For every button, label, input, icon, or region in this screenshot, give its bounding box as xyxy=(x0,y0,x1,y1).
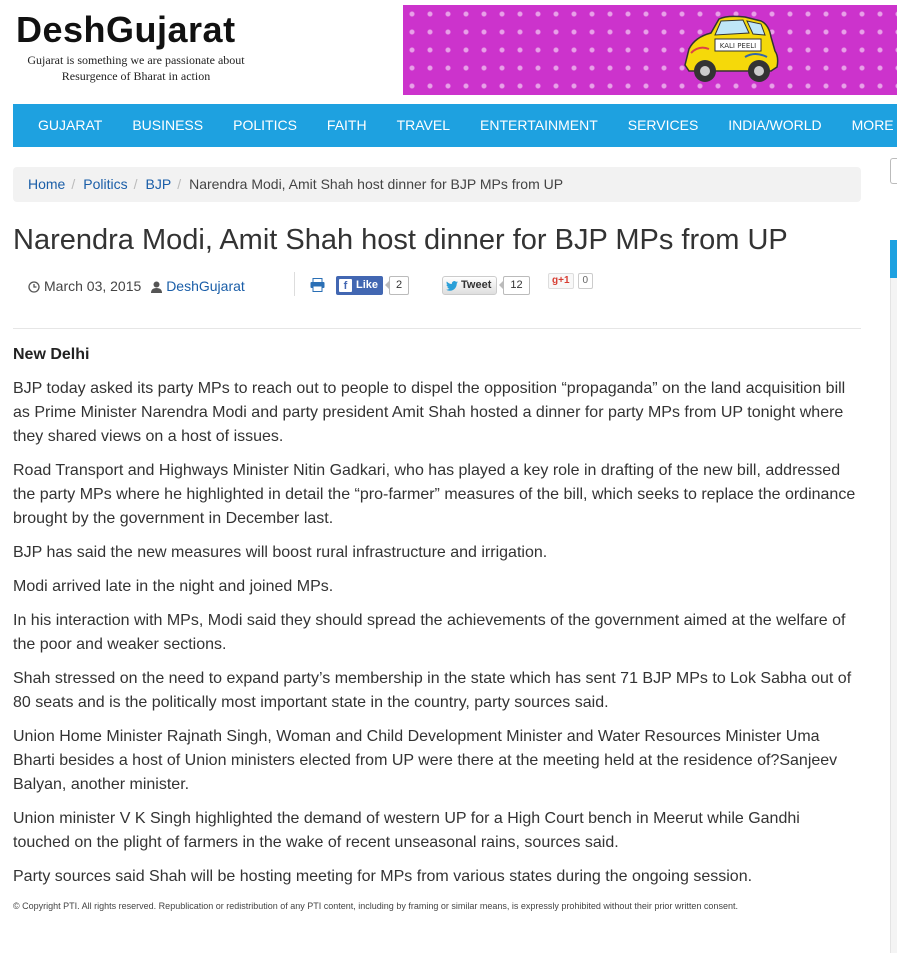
breadcrumb-separator: / xyxy=(177,176,182,192)
print-icon xyxy=(310,278,325,292)
breadcrumb-current: Narendra Modi, Amit Shah host dinner for BJP MPs from UP xyxy=(189,176,564,192)
post-author xyxy=(151,277,245,295)
article-paragraph: BJP today asked its party MPs to reach out to people to dispel the opposition “propaganda” on the land acquisition bill as Prime Minister Narendra Modi and party president Amit Shah hosted a dinner for party MPs from UP tonight where they shared views on a host of issues. xyxy=(13,380,846,445)
header-banner-ad[interactable] xyxy=(403,5,897,95)
copyright-notice: © Copyright PTI. All rights reserved. Republication or redistribution of any PTI content, including by framing or similar means, is expressly prohibited without their prior written consent. xyxy=(13,901,738,911)
sidebar-widget-header xyxy=(890,240,897,278)
article-paragraph: Road Transport and Highways Minister Nitin Gadkari, who has played a key role in drafting of the new bill, addressed the party MPs where he highlighted in detail the “pro-farmer” measures of the bill, which seeks to replace the ordinance brought by the government in December last. xyxy=(13,462,856,527)
breadcrumb-politics[interactable]: Politics xyxy=(83,176,128,192)
article-body xyxy=(13,343,861,912)
nav-politics[interactable]: POLITICS xyxy=(233,117,297,133)
article-paragraph: Union minister V K Singh highlighted the demand of western UP for a High Court bench in Meerut while Gandhi touched on the plight of farmers in the wake of recent unseasonal rains, sources said. xyxy=(13,810,800,851)
breadcrumb-separator: / xyxy=(133,176,138,192)
author-link[interactable]: DeshGujarat xyxy=(166,278,245,295)
nav-india-world[interactable]: INDIA/WORLD xyxy=(728,117,822,133)
article-meta xyxy=(28,276,245,295)
post-date xyxy=(28,277,141,295)
article-paragraph: Party sources said Shah will be hosting meeting for MPs from various states during the ongoing session. xyxy=(13,868,753,885)
meta-divider xyxy=(294,272,295,296)
nav-travel[interactable]: TRAVEL xyxy=(396,117,451,133)
google-plus-count: 0 xyxy=(578,273,594,289)
breadcrumb-home[interactable]: Home xyxy=(28,176,66,192)
article-paragraph: In his interaction with MPs, Modi said they should spread the achievements of the government aimed at the welfare of the poor and weaker sections. xyxy=(13,612,846,653)
article-paragraph: Shah stressed on the need to expand party’s membership in the state which has sent 71 BJP MPs to Lok Sabha out of 80 seats and is the politically most important state in the country, party sources said. xyxy=(13,670,852,711)
tweet-text: Tweet xyxy=(461,279,492,291)
site-tagline-line1: Gujarat is something we are passionate about xyxy=(27,53,245,67)
site-title[interactable]: DeshGujarat xyxy=(16,9,236,50)
nav-entertainment[interactable]: ENTERTAINMENT xyxy=(480,117,598,133)
google-plus-label[interactable]: g+1 xyxy=(548,273,574,289)
facebook-f-icon: f xyxy=(339,279,352,292)
tweet-label[interactable] xyxy=(442,276,497,295)
breadcrumb-bjp[interactable]: BJP xyxy=(145,176,172,192)
article-paragraph: BJP has said the new measures will boost rural infrastructure and irrigation. xyxy=(13,544,548,561)
nav-services[interactable]: SERVICES xyxy=(627,117,699,133)
google-plus-button[interactable] xyxy=(548,273,593,289)
article-dateline: New Delhi xyxy=(13,346,90,363)
user-icon xyxy=(151,281,162,293)
article-paragraph: Union Home Minister Rajnath Singh, Woman and Child Development Minister and Water Resources Minister Uma Bharti besides a host of Union ministers elected from UP were there at the meeting held at the residence of?Sanjeev Balyan, another minister. xyxy=(13,728,838,793)
taxi-text: KALI PEELI xyxy=(719,42,757,50)
print-button[interactable] xyxy=(310,278,325,297)
sidebar-edge xyxy=(890,240,897,953)
breadcrumb-separator: / xyxy=(71,176,76,192)
article-title: Narendra Modi, Amit Shah host dinner for BJP MPs from UP xyxy=(13,224,788,256)
facebook-like-count: 2 xyxy=(389,276,409,295)
facebook-like-button[interactable] xyxy=(336,276,409,295)
breadcrumb xyxy=(13,167,861,202)
nav-gujarat[interactable]: GUJARAT xyxy=(38,117,103,133)
sidebar-search-fragment[interactable] xyxy=(890,158,897,184)
facebook-like-text: Like xyxy=(356,279,379,291)
site-logo[interactable] xyxy=(16,8,256,84)
nav-faith[interactable]: FAITH xyxy=(326,117,367,133)
tweet-button[interactable] xyxy=(442,276,530,295)
clock-icon xyxy=(28,281,40,293)
post-date-text: March 03, 2015 xyxy=(44,278,142,295)
main-nav xyxy=(13,104,897,147)
meta-separator xyxy=(13,328,861,329)
tweet-count: 12 xyxy=(503,276,529,295)
taxi-illustration xyxy=(675,13,785,89)
site-tagline-line2: Resurgence of Bharat in action xyxy=(61,69,211,83)
facebook-like-label[interactable] xyxy=(336,276,383,295)
nav-business[interactable]: BUSINESS xyxy=(132,117,204,133)
article-paragraph: Modi arrived late in the night and joined MPs. xyxy=(13,578,334,595)
twitter-bird-icon xyxy=(446,281,458,291)
nav-more[interactable]: MORE xyxy=(851,117,894,133)
